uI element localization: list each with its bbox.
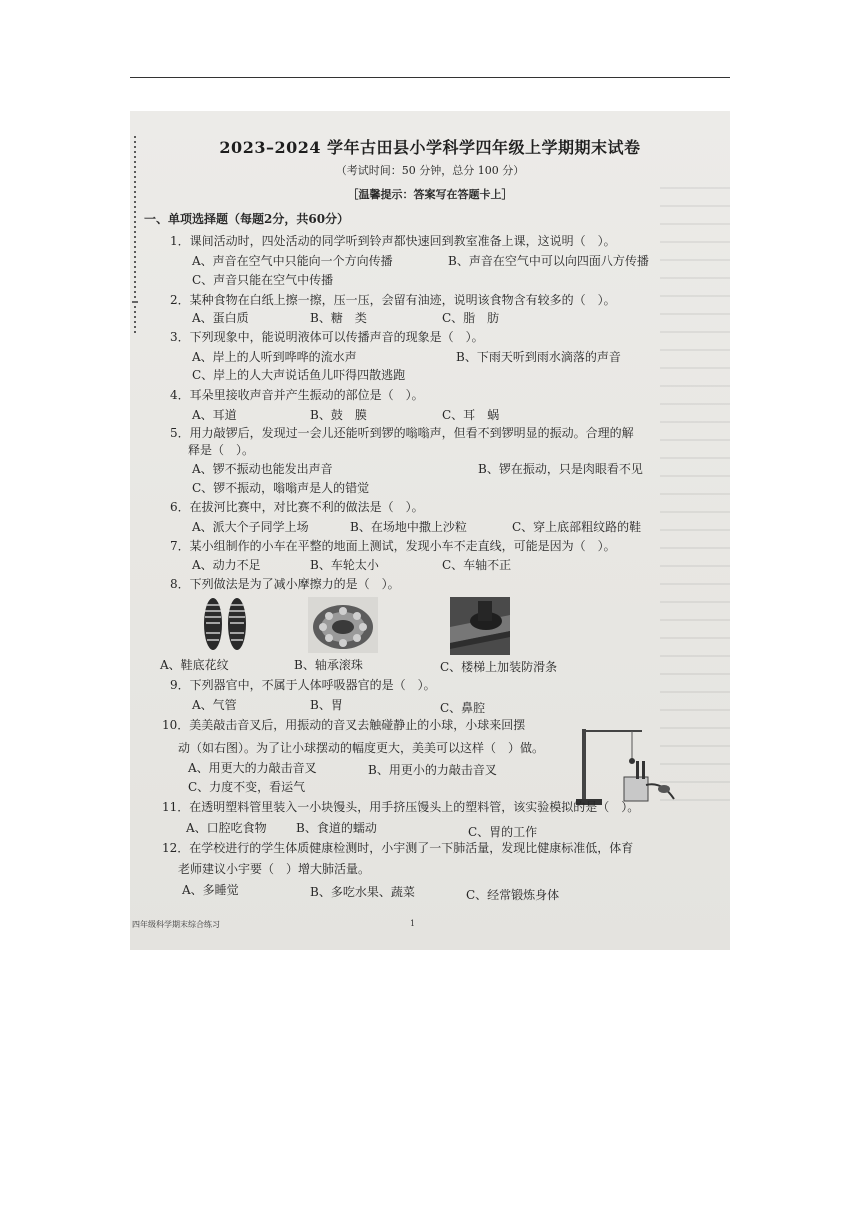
option-c: C、锣不振动，嗡嗡声是人的错觉 — [192, 481, 370, 495]
question-stem: 2．某种食物在白纸上擦一擦，压一压，会留有油迹，说明该食物含有较多的（ ）。 — [170, 293, 616, 307]
option-b: B、锣在振动，只是肉眼看不见 — [478, 462, 643, 476]
exam-tip: ［温馨提示：答案写在答题卡上］ — [347, 188, 513, 201]
stair-antislip-strip-image — [450, 597, 510, 655]
question-stem: 1．课间活动时，四处活动的同学听到铃声都快速回到教室准备上课，这说明（ ）。 — [170, 234, 616, 248]
option-c: C、岸上的人大声说话鱼儿吓得四散逃跑 — [192, 368, 406, 382]
exam-paper-photo — [130, 111, 730, 950]
tuning-fork-pendulum-image — [576, 723, 678, 807]
question-stem-continued: 释是（ ）。 — [188, 443, 255, 457]
option-c: C、经常锻炼身体 — [466, 888, 560, 902]
option-a: A、声音在空气中只能向一个方向传播 — [192, 254, 393, 268]
option-b: B、在场地中撒上沙粒 — [350, 520, 467, 534]
option-a: A、蛋白质 — [192, 311, 249, 325]
question-stem: 7．某小组制作的小车在平整的地面上测试，发现小车不走直线，可能是因为（ ）。 — [170, 539, 616, 553]
option-c: C、车轴不正 — [442, 558, 512, 572]
option-c: C、鼻腔 — [440, 701, 486, 715]
option-b: B、胃 — [310, 698, 343, 712]
question-stem: 9．下列器官中，不属于人体呼吸器官的是（ ）。 — [170, 678, 436, 692]
option-b: B、鼓 膜 — [310, 408, 367, 422]
question-stem: 4．耳朵里接收声音并产生振动的部位是（ ）。 — [170, 388, 424, 402]
bleed-through-text — [660, 171, 730, 811]
shoe-sole-image — [196, 595, 254, 653]
question-stem: 6．在拔河比赛中，对比赛不利的做法是（ ）。 — [170, 500, 424, 514]
top-rule — [130, 77, 730, 78]
question-stem-continued: 老师建议小宇要（ ）增大肺活量。 — [178, 862, 371, 876]
option-a: A、气管 — [192, 698, 237, 712]
option-c: C、脂 肪 — [442, 311, 500, 325]
question-stem: 5．用力敲锣后，发现过一会儿还能听到锣的嗡嗡声，但看不到锣明显的振动。合理的解 — [170, 426, 634, 440]
option-a: A、用更大的力敲击音叉 — [188, 761, 317, 775]
question-stem: 8．下列做法是为了减小摩擦力的是（ ）。 — [170, 577, 400, 591]
option-a: A、口腔吃食物 — [186, 821, 267, 835]
option-b: B、下雨天听到雨水滴落的声音 — [456, 350, 621, 364]
option-a: A、派大个子同学上场 — [192, 520, 309, 534]
question-stem: 10．美美敲击音叉后，用振动的音叉去触碰静止的小球，小球来回摆 — [162, 718, 526, 732]
option-c: C、楼梯上加装防滑条 — [440, 660, 558, 674]
option-c: C、耳 蜗 — [442, 408, 500, 422]
option-c: C、力度不变，看运气 — [188, 780, 306, 794]
option-a: A、岸上的人听到哗哗的流水声 — [192, 350, 357, 364]
question-stem: 12．在学校进行的学生体质健康检测时，小宇测了一下肺活量，发现比健康标准低，体育 — [162, 841, 634, 855]
option-c: C、声音只能在空气中传播 — [192, 273, 334, 287]
option-b: B、食道的蠕动 — [296, 821, 377, 835]
section-heading: 一、单项选择题（每题2分，共60分） — [144, 212, 350, 226]
option-a: A、鞋底花纹 — [160, 658, 229, 672]
option-b: B、车轮太小 — [310, 558, 379, 572]
option-b: B、多吃水果、蔬菜 — [310, 885, 415, 899]
page-number: 1 — [410, 919, 416, 928]
option-a: A、动力不足 — [192, 558, 261, 572]
option-b: B、用更小的力敲击音叉 — [368, 763, 497, 777]
option-b: B、糖 类 — [310, 311, 367, 325]
question-stem-continued: 动（如右图）。为了让小球摆动的幅度更大，美美可以这样（ ）做。 — [178, 741, 545, 755]
question-stem: 11．在透明塑料管里装入一小块馒头，用手挤压馒头上的塑料管，该实验模拟的是（ ）。 — [162, 800, 640, 814]
binding-mark — [132, 301, 138, 303]
exam-title: 2023–2024 学年古田县小学科学四年级上学期期末试卷 — [219, 138, 641, 157]
footer-label: 四年级科学期末综合练习 — [132, 920, 220, 929]
question-stem: 3．下列现象中，能说明液体可以传播声音的现象是（ ）。 — [170, 330, 484, 344]
option-b: B、轴承滚珠 — [294, 658, 363, 672]
option-c: C、穿上底部粗纹路的鞋 — [512, 520, 642, 534]
exam-subtitle: （考试时间：50 分钟，总分 100 分） — [335, 164, 525, 177]
bearing-balls-image — [308, 597, 378, 653]
option-a: A、耳道 — [192, 408, 237, 422]
option-c: C、胃的工作 — [468, 825, 538, 839]
option-a: A、多睡觉 — [182, 883, 239, 897]
option-b: B、声音在空气中可以向四面八方传播 — [448, 254, 649, 268]
option-a: A、锣不振动也能发出声音 — [192, 462, 333, 476]
